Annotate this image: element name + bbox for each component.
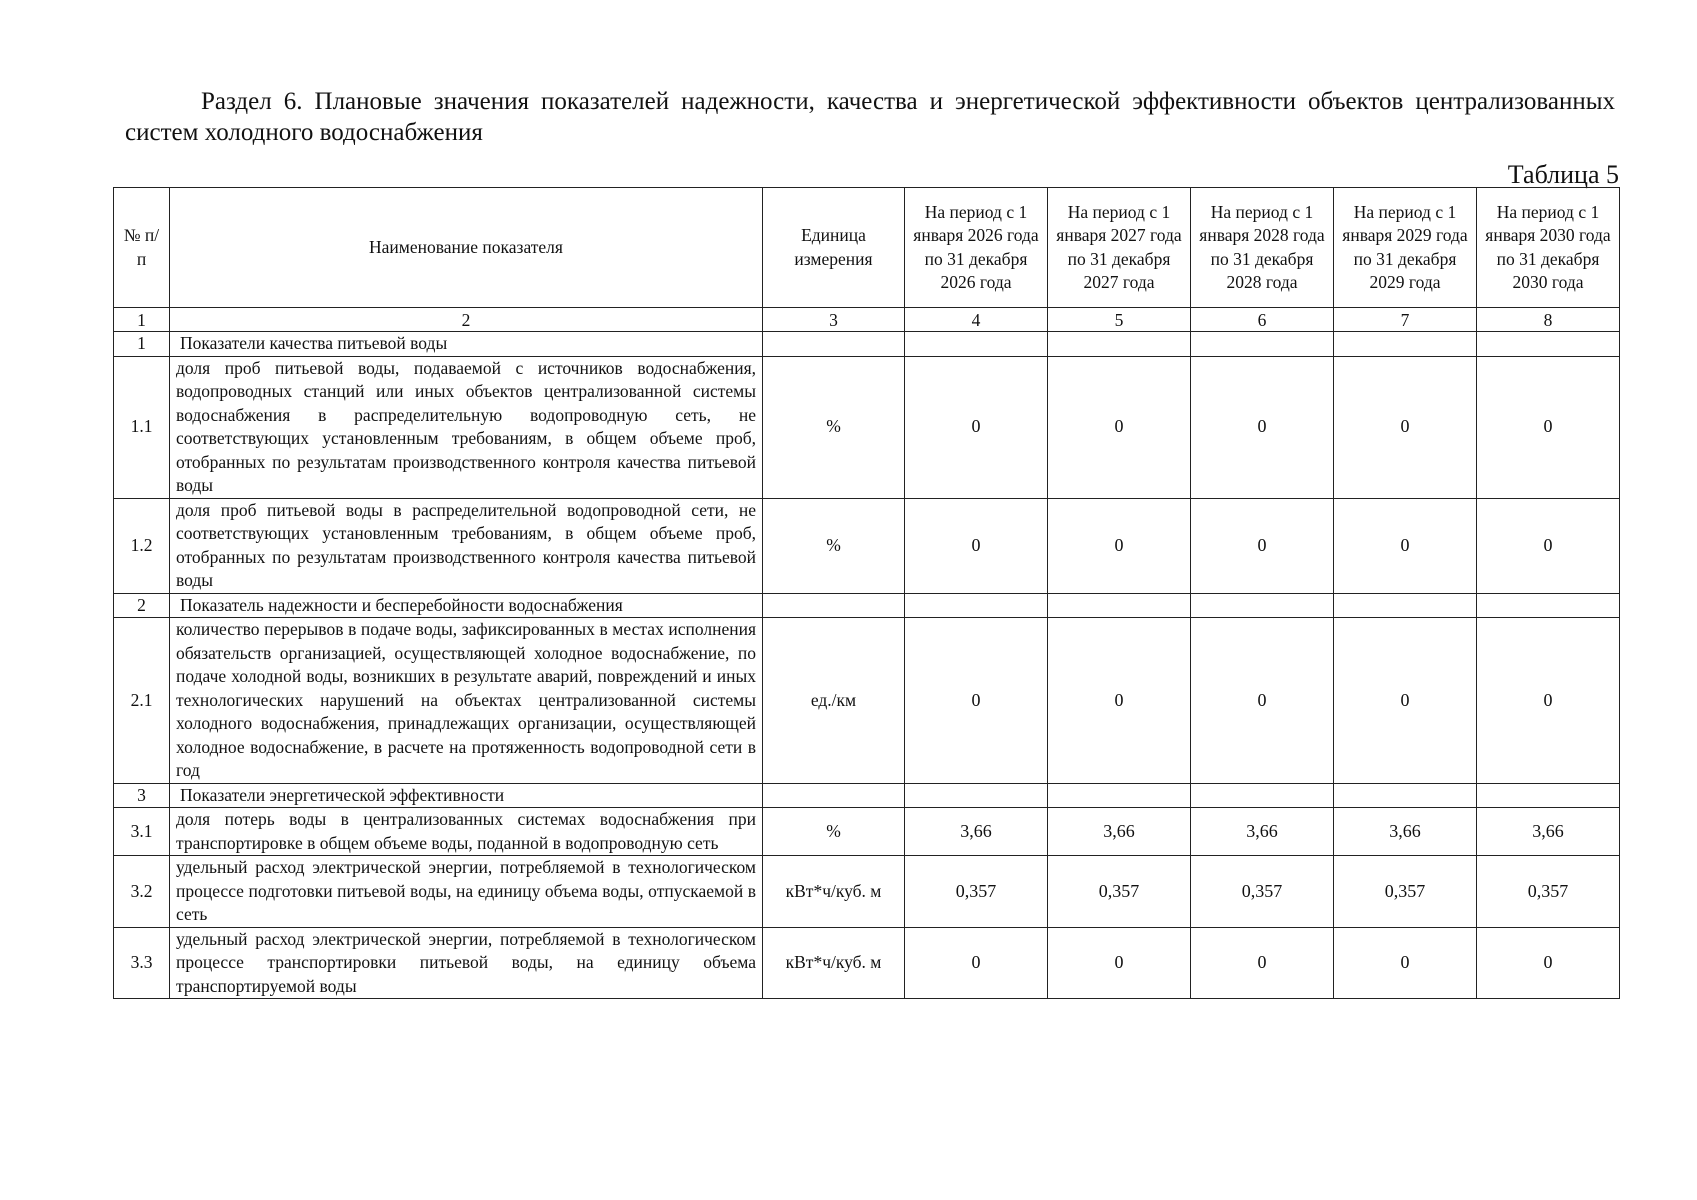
indicator-name: удельный расход электрической энергии, потребляемой в технологическом процессе подготовки питьевой воды, на единицу объема воды, отпускаемой в сеть: [170, 856, 763, 928]
header-period-2028: На период с 1 января 2028 года по 31 декабря 2028 года: [1191, 188, 1334, 308]
indicator-name: доля потерь воды в централизованных системах водоснабжения при транспортировке в общем объеме воды, поданной в водопроводную сеть: [170, 808, 763, 856]
column-number: 6: [1191, 308, 1334, 332]
indicator-value: 0: [905, 927, 1048, 999]
indicator-value: 0: [1191, 356, 1334, 498]
row-num: 3.3: [114, 927, 170, 999]
indicator-value: 0: [1048, 927, 1191, 999]
row-num: 2.1: [114, 618, 170, 784]
indicator-unit: %: [763, 498, 905, 593]
indicator-unit: %: [763, 356, 905, 498]
section-title: Показатели качества питьевой воды: [170, 332, 763, 357]
indicator-value: 3,66: [905, 808, 1048, 856]
column-number: 8: [1477, 308, 1620, 332]
indicator-unit: ед./км: [763, 618, 905, 784]
row-num: 3.2: [114, 856, 170, 928]
section-num: 2: [114, 593, 170, 618]
indicator-value: 0: [1048, 618, 1191, 784]
indicator-value: 0: [1477, 927, 1620, 999]
indicator-value: 0: [1048, 498, 1191, 593]
indicator-value: 0,357: [905, 856, 1048, 928]
header-period-2030: На период с 1 января 2030 года по 31 декабря 2030 года: [1477, 188, 1620, 308]
header-period-2026: На период с 1 января 2026 года по 31 декабря 2026 года: [905, 188, 1048, 308]
row-num: 1.1: [114, 356, 170, 498]
indicator-name: количество перерывов в подаче воды, зафиксированных в местах исполнения обязательств организацией, осуществляющей холодное водоснабжение, по подаче холодной воды, возникших в результате аварий, повреждений и иных технологических нарушений на объектах централизованной системы холодного водоснабжения, принадлежащих организации, осуществляющей холодное водоснабжение, в расчете на протяженность водопроводной сети в год: [170, 618, 763, 784]
indicator-value: 0: [905, 498, 1048, 593]
table-row: [114, 498, 1620, 593]
indicator-value: 0,357: [1191, 856, 1334, 928]
indicator-value: 0,357: [1048, 856, 1191, 928]
column-number: 1: [114, 308, 170, 332]
header-period-2027: На период с 1 января 2027 года по 31 декабря 2027 года: [1048, 188, 1191, 308]
section-row: [114, 593, 1620, 618]
column-number: 7: [1334, 308, 1477, 332]
indicator-value: 3,66: [1477, 808, 1620, 856]
indicator-value: 0: [1334, 927, 1477, 999]
section-heading: Раздел 6. Плановые значения показателей надежности, качества и энергетической эффективности объектов централизованных систем холодного водоснабжения: [125, 88, 1615, 146]
column-number: 5: [1048, 308, 1191, 332]
section-title: Показатели энергетической эффективности: [170, 783, 763, 808]
indicator-value: 0: [1191, 498, 1334, 593]
section-num: 3: [114, 783, 170, 808]
indicator-name: доля проб питьевой воды, подаваемой с источников водоснабжения, водопроводных станций или иных объектов централизованной системы водоснабжения в распределительную водопроводную сеть, не соответствующих установленным требованиям, в общем объеме проб, отобранных по результатам производственного контроля качества питьевой воды: [170, 356, 763, 498]
row-num: 1.2: [114, 498, 170, 593]
header-unit: Единица измерения: [763, 188, 905, 308]
section-num: 1: [114, 332, 170, 357]
indicator-value: 0: [1477, 618, 1620, 784]
indicator-value: 0: [905, 618, 1048, 784]
indicator-unit: кВт*ч/куб. м: [763, 856, 905, 928]
table-row: [114, 356, 1620, 498]
header-num: № п/п: [114, 188, 170, 308]
indicator-value: 0: [1191, 618, 1334, 784]
indicator-value: 0,357: [1334, 856, 1477, 928]
indicator-value: 3,66: [1334, 808, 1477, 856]
section-title: Показатель надежности и бесперебойности водоснабжения: [170, 593, 763, 618]
indicator-unit: %: [763, 808, 905, 856]
column-number: 3: [763, 308, 905, 332]
indicator-value: 3,66: [1048, 808, 1191, 856]
column-numbers-row: [114, 308, 1620, 332]
indicator-unit: кВт*ч/куб. м: [763, 927, 905, 999]
table-row: [114, 808, 1620, 856]
section-row: [114, 783, 1620, 808]
column-number: 4: [905, 308, 1048, 332]
table-row: [114, 927, 1620, 999]
indicator-value: 0: [905, 356, 1048, 498]
header-name: Наименование показателя: [170, 188, 763, 308]
indicator-value: 0: [1334, 498, 1477, 593]
indicator-value: 0: [1477, 498, 1620, 593]
table-caption: Таблица 5: [1507, 160, 1619, 189]
indicators-table: [113, 187, 1620, 999]
indicator-value: 0: [1334, 356, 1477, 498]
section-row: [114, 332, 1620, 357]
indicator-value: 0: [1477, 356, 1620, 498]
table-row: [114, 618, 1620, 784]
indicator-name: доля проб питьевой воды в распределительной водопроводной сети, не соответствующих установленным требованиям, в общем объеме проб, отобранных по результатам производственного контроля качества питьевой воды: [170, 498, 763, 593]
indicator-name: удельный расход электрической энергии, потребляемой в технологическом процессе транспортировки питьевой воды, на единицу объема транспортируемой воды: [170, 927, 763, 999]
header-row: [114, 188, 1620, 308]
column-number: 2: [170, 308, 763, 332]
indicator-value: 0,357: [1477, 856, 1620, 928]
indicator-value: 0: [1048, 356, 1191, 498]
indicator-value: 3,66: [1191, 808, 1334, 856]
indicator-value: 0: [1334, 618, 1477, 784]
row-num: 3.1: [114, 808, 170, 856]
header-period-2029: На период с 1 января 2029 года по 31 декабря 2029 года: [1334, 188, 1477, 308]
indicator-value: 0: [1191, 927, 1334, 999]
table-row: [114, 856, 1620, 928]
